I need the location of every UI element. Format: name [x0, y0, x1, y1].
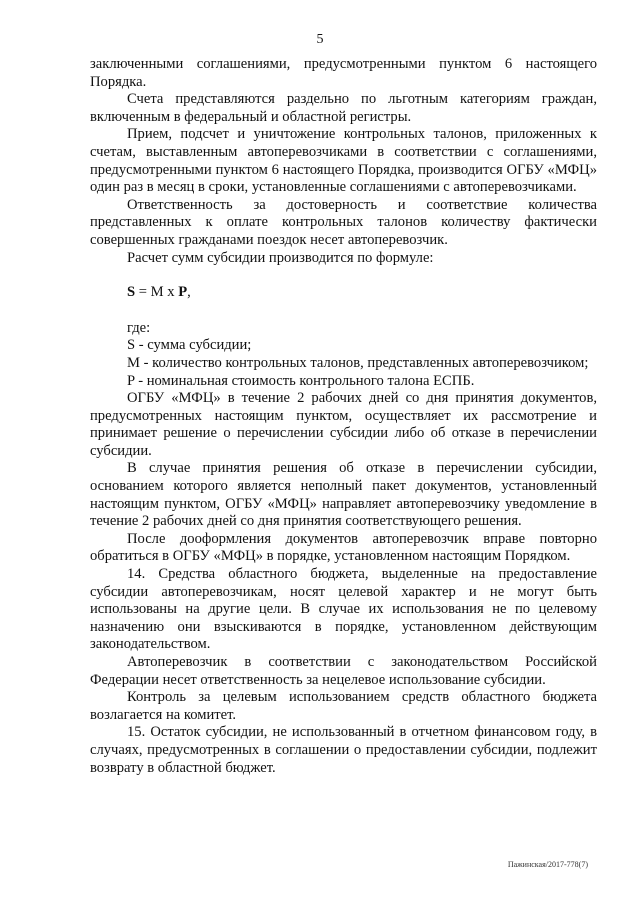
paragraph: В случае принятия решения об отказе в перечислении субсидии, основанием которого является неполный пакет документов, установленный настоящим пунктом, ОГБУ «МФЦ» направляет автоперевозчику уведомление в течение 2 рабочих дней со дня принятия соответствующего решения. — [90, 460, 597, 530]
paragraph: 14. Средства областного бюджета, выделенные на предоставление субсидии автоперевозчикам, носят целевой характер и не могут быть использованы на другие цели. В случае их использования не по целевому назначению они взыскиваются в порядке, установленном действующим законодательством. — [90, 566, 597, 653]
paragraph: После дооформления документов автоперевозчик вправе повторно обратиться в ОГБУ «МФЦ» в порядке, установленном настоящим Порядком. — [90, 530, 597, 565]
definition-s: S - сумма субсидии; — [127, 337, 252, 354]
formula-end: , — [187, 284, 191, 301]
paragraph: ОГБУ «МФЦ» в течение 2 рабочих дней со дня принятия документов, предусмотренных настоящим пунктом, осуществляет их рассмотрение и принимает решение о перечислении субсидии либо об отказе в перечислении субсидии. — [90, 390, 597, 459]
paragraph: Ответственность за достоверность и соответствие количества представленных к оплате контрольных талонов количеству фактически совершенных гражданами поездок несет автоперевозчик. — [90, 196, 597, 248]
definition-m: M - количество контрольных талонов, представленных автоперевозчиком; — [127, 354, 589, 371]
formula-p: P — [178, 284, 188, 301]
paragraph: Счета представляются раздельно по льготным категориям граждан, включенным в федеральный и областной регистры. — [90, 91, 597, 125]
page-number: 5 — [316, 32, 324, 47]
paragraph: Автоперевозчик в соответствии с законодательством Российской Федерации несет ответственность за нецелевое использование субсидии. — [90, 654, 597, 688]
where-label: где: — [127, 319, 151, 336]
paragraph: Контроль за целевым использованием средств областного бюджета возлагается на комитет. — [90, 689, 597, 723]
paragraph: заключенными соглашениями, предусмотренными пунктом 6 настоящего Порядка. — [90, 56, 597, 90]
formula-s: S — [127, 284, 136, 301]
formula — [90, 284, 597, 302]
paragraph: Расчет сумм субсидии производится по формуле: — [127, 249, 434, 266]
document-body — [90, 56, 597, 777]
document-footer-code: Пажинская/2017-778(7) — [507, 860, 588, 869]
paragraph: Прием, подсчет и уничтожение контрольных талонов, приложенных к счетам, выставленным автоперевозчиками в соответствии с соглашениями, предусмотренными пунктом 6 настоящего Порядка, производится ОГБУ «МФЦ» один раз в месяц в сроки, установленные соглашениями с автоперевозчиками. — [90, 126, 597, 196]
paragraph: 15. Остаток субсидии, не использованный в отчетном финансовом году, в случаях, предусмотренных в соглашении о предоставлении субсидии, подлежит возврату в областной бюджет. — [90, 724, 597, 776]
definition-p: P - номинальная стоимость контрольного талона ЕСПБ. — [127, 372, 475, 389]
formula-mid: = M x — [135, 284, 179, 301]
